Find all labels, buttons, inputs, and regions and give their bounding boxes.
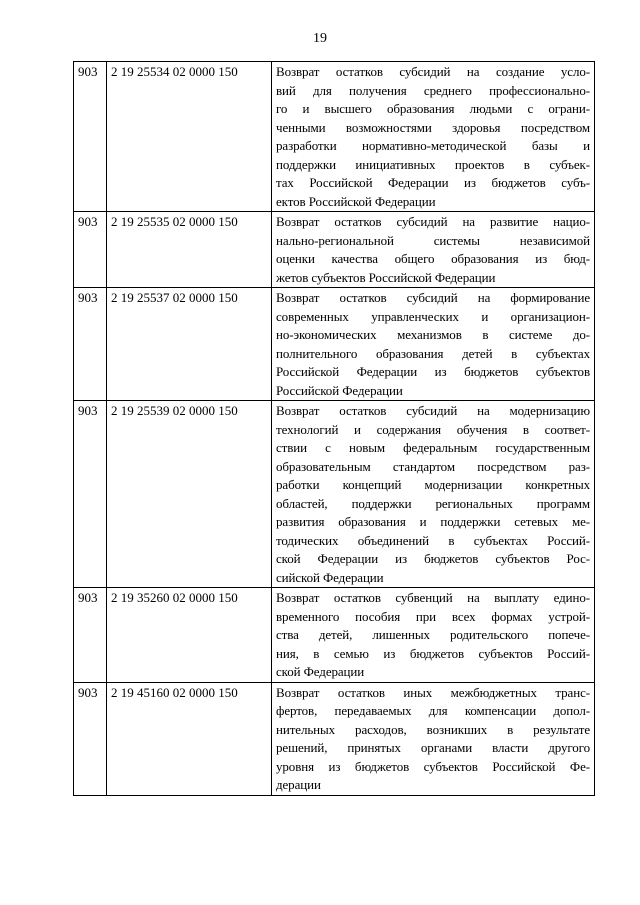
budget-classification-code-cell: 2 19 25539 02 0000 150	[107, 401, 272, 588]
description-line: работки концепций модернизации конкретных	[276, 477, 590, 492]
budget-classification-table	[73, 61, 595, 796]
revenue-description-cell	[272, 288, 595, 401]
description-line: Российской Федерации из бюджетов субъектов	[276, 364, 590, 379]
description-line: поддержки инициативных проектов в субъек-	[276, 156, 590, 172]
description-line: решений, принятых органами власти другого	[276, 740, 590, 755]
administrator-code-cell: 903	[74, 682, 107, 795]
description-line: ния, в семью из бюджетов субъектов Россий-	[276, 645, 590, 661]
description-line: но-экономических механизмов в системе до-	[276, 327, 590, 342]
description-line: тодических объединений в субъектах Россий-	[276, 532, 590, 548]
description-line: ектов Российской Федерации	[276, 193, 436, 209]
budget-classification-code-cell: 2 19 25537 02 0000 150	[107, 288, 272, 401]
table-row	[74, 401, 595, 588]
description-line: Возврат остатков субсидий на формирование	[276, 290, 590, 305]
table-row	[74, 212, 595, 288]
administrator-code-cell: 903	[74, 588, 107, 683]
description-line: жетов субъектов Российской Федерации	[276, 269, 496, 285]
table-row	[74, 682, 595, 795]
budget-classification-code-cell: 2 19 25534 02 0000 150	[107, 62, 272, 212]
table-row	[74, 288, 595, 401]
description-line: областей, поддержки региональных программ	[276, 495, 590, 511]
administrator-code-cell: 903	[74, 62, 107, 212]
description-line: Возврат остатков субсидий на модернизацию	[276, 403, 590, 418]
description-line: ченными возможностями здоровья посредством	[276, 119, 590, 135]
description-line: образовательным стандартом посредством раз-	[276, 458, 590, 474]
revenue-description-cell	[272, 588, 595, 683]
budget-classification-code-cell: 2 19 25535 02 0000 150	[107, 212, 272, 288]
description-line: Российской Федерации	[276, 382, 403, 398]
administrator-code-cell: 903	[74, 401, 107, 588]
description-line: ствии с новым федеральным государственным	[276, 440, 590, 455]
description-line: развития образования и поддержки сетевых ме-	[276, 514, 590, 529]
description-line: технологий и содержания обучения в соответ-	[276, 421, 590, 437]
budget-classification-code-cell: 2 19 35260 02 0000 150	[107, 588, 272, 683]
description-line: Возврат остатков субсидий на создание усло-	[276, 64, 590, 79]
description-line: нально-региональной системы независимой	[276, 232, 590, 248]
description-line: современных управленческих и организацион-	[276, 308, 590, 324]
description-line: Возврат остатков субвенций на выплату едино-	[276, 590, 590, 605]
description-line: Возврат остатков субсидий на развитие нацио-	[276, 214, 590, 229]
description-line: ской Федерации	[276, 664, 365, 679]
description-line: нительных расходов, возникших в результате	[276, 721, 590, 737]
description-line: тах Российской Федерации из бюджетов субъ-	[276, 175, 590, 190]
description-line: разработки нормативно-методической базы и	[276, 138, 590, 153]
description-line: сийской Федерации	[276, 569, 384, 585]
description-line: временного пособия при всех формах устрой-	[276, 608, 590, 624]
description-line: Возврат остатков иных межбюджетных транс-	[276, 684, 590, 700]
revenue-description-cell	[272, 62, 595, 212]
revenue-description-cell	[272, 212, 595, 288]
revenue-description-cell	[272, 401, 595, 588]
description-line: ства детей, лишенных родительского попече-	[276, 627, 590, 642]
description-line: полнительного образования детей в субъектах	[276, 345, 590, 361]
table-row	[74, 588, 595, 683]
description-line: оценки качества общего образования из бюд-	[276, 251, 590, 266]
table-row	[74, 62, 595, 212]
revenue-description-cell	[272, 682, 595, 795]
description-line: дерации	[276, 777, 321, 792]
description-line: фертов, передаваемых для компенсации допол-	[276, 703, 590, 718]
administrator-code-cell: 903	[74, 212, 107, 288]
table-body	[74, 62, 595, 796]
budget-classification-code-cell: 2 19 45160 02 0000 150	[107, 682, 272, 795]
administrator-code-cell: 903	[74, 288, 107, 401]
page-number: 19	[313, 31, 327, 46]
description-line: го и высшего образования людьми с ограни-	[276, 101, 590, 116]
description-line: вий для получения среднего профессионально-	[276, 82, 590, 98]
description-line: ской Федерации из бюджетов субъектов Рос-	[276, 551, 590, 566]
description-line: уровня из бюджетов субъектов Российской Фе-	[276, 758, 590, 774]
